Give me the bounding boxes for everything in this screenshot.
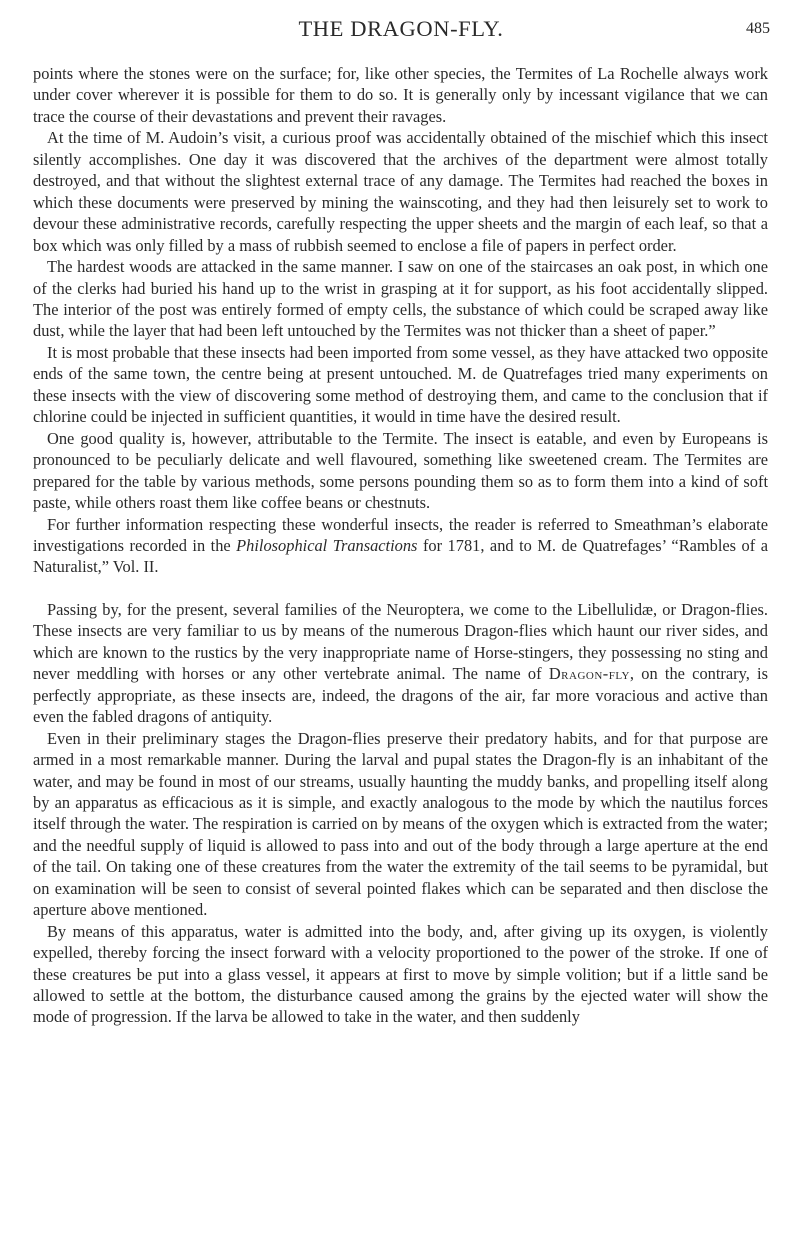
paragraph-6-text-b: for 1781, and to M. de Quatrefages’ “Rambles of a Naturalist,” Vol. II. xyxy=(33,535,768,577)
running-head xyxy=(32,14,770,44)
paragraph-2: At the time of M. Audoin’s visit, a curious proof was accidentally obtained of the mischief which this insect silently accomplishes. One day it was discovered that the archives of the department were almost totally destroyed, and that without the slightest external trace of any damage. The Termites had reached the boxes in which these documents were preserved by mining the wainscoting, and they had then leisurely set to work to devour these administrative records, carefully respecting the upper sheets and the margin of each leaf, so that a box which was only filled by a mass of rubbish seemed to enclose a file of papers in perfect order. xyxy=(33,128,768,255)
paragraph-7-text-a: Passing by, for the present, several families of the Neuroptera, we come to the Libellulidæ, or Dragon-flies. These insects are very familiar to us by means of the numerous Dragon-flies which haunt our river sides, and which are known to the rustics by the very inappropriate name of Horse-stingers, they possessing no sting and never meddling with horses or any other vertebrate animal. The name of xyxy=(33,599,768,684)
page-number: 485 xyxy=(746,20,770,37)
paragraph-6 xyxy=(33,514,768,578)
paragraph-6-italic-title: Philosophical Transactions xyxy=(236,535,418,555)
paragraph-9: By means of this apparatus, water is admitted into the body, and, after giving up its oxygen, is violently expelled, thereby forcing the insect forward with a velocity proportioned to the power of the stroke. If one of these creatures be put into a glass vessel, it appears at first to move by simple volition; but if a little sand be allowed to settle at the bottom, the disturbance caused among the grains by the ejected water will show the mode of progression. If the larva be allowed to take in the water, and then suddenly xyxy=(33,921,768,1027)
paragraph-1: points where the stones were on the surface; for, like other species, the Termites of La Rochelle always work under cover wherever it is possible for them to do so. It is generally only by incessant vigilance that we can trace the course of their devastations and prevent their ravages. xyxy=(33,64,768,126)
paragraph-5: One good quality is, however, attributable to the Termite. The insect is eatable, and even by Europeans is pronounced to be peculiarly delicate and well flavoured, something like sweetened cream. The Termites are prepared for the table by various methods, some persons pounding them so as to form them into a kind of soft paste, while others roast them like coffee beans or chestnuts. xyxy=(33,428,768,513)
paragraph-7-text-b: , on the contrary, is perfectly appropriate, as these insects are, indeed, the dragons of the air, far more voracious and active than even the fabled dragons of antiquity. xyxy=(33,664,768,727)
paragraph-7 xyxy=(33,599,768,728)
running-title: THE DRAGON-FLY. xyxy=(298,16,504,41)
paragraph-8: Even in their preliminary stages the Dragon-flies preserve their predatory habits, and for that purpose are armed in a most remarkable manner. During the larval and pupal states the Dragon-fly is an inhabitant of the water, and may be found in most of our streams, usually haunting the muddy banks, and propelling itself along by an apparatus as efficacious as it is simple, and exactly analogous to the mode by which the nautilus forces itself through the water. The respiration is carried on by means of the oxygen which is extracted from the water; and the needful supply of liquid is allowed to pass into and out of the body through a large aperture at the end of the tail. On taking one of these creatures from the water the extremity of the tail seems to be pyramidal, but on examination will be seen to consist of several pointed flakes which can be separated and then disclose the aperture above mentioned. xyxy=(33,728,768,920)
paragraph-7-smallcaps-term: Dragon-fly xyxy=(548,664,630,684)
paragraph-4: It is most probable that these insects had been imported from some vessel, as they have attacked two opposite ends of the same town, the centre being at present untouched. M. de Quatrefages tried many experiments on these insects with the view of discovering some method of destroying them, and came to the conclusion that if chlorine could be injected in sufficient quantities, it would in time have the desired result. xyxy=(33,342,768,427)
paragraph-6-text-a: For further information respecting these wonderful insects, the reader is referred to Smeathman’s elaborate investigations recorded in the xyxy=(33,514,768,555)
paragraph-3: The hardest woods are attacked in the same manner. I saw on one of the staircases an oak post, in which one of the clerks had buried his hand up to the wrist in grasping at it for support, as his foot accidentally slipped. The interior of the post was entirely formed of empty cells, the substance of which could be scraped away like dust, while the layer that had been left untouched by the Termites was not thicker than a sheet of paper.” xyxy=(33,257,768,341)
body-text xyxy=(33,63,768,1028)
